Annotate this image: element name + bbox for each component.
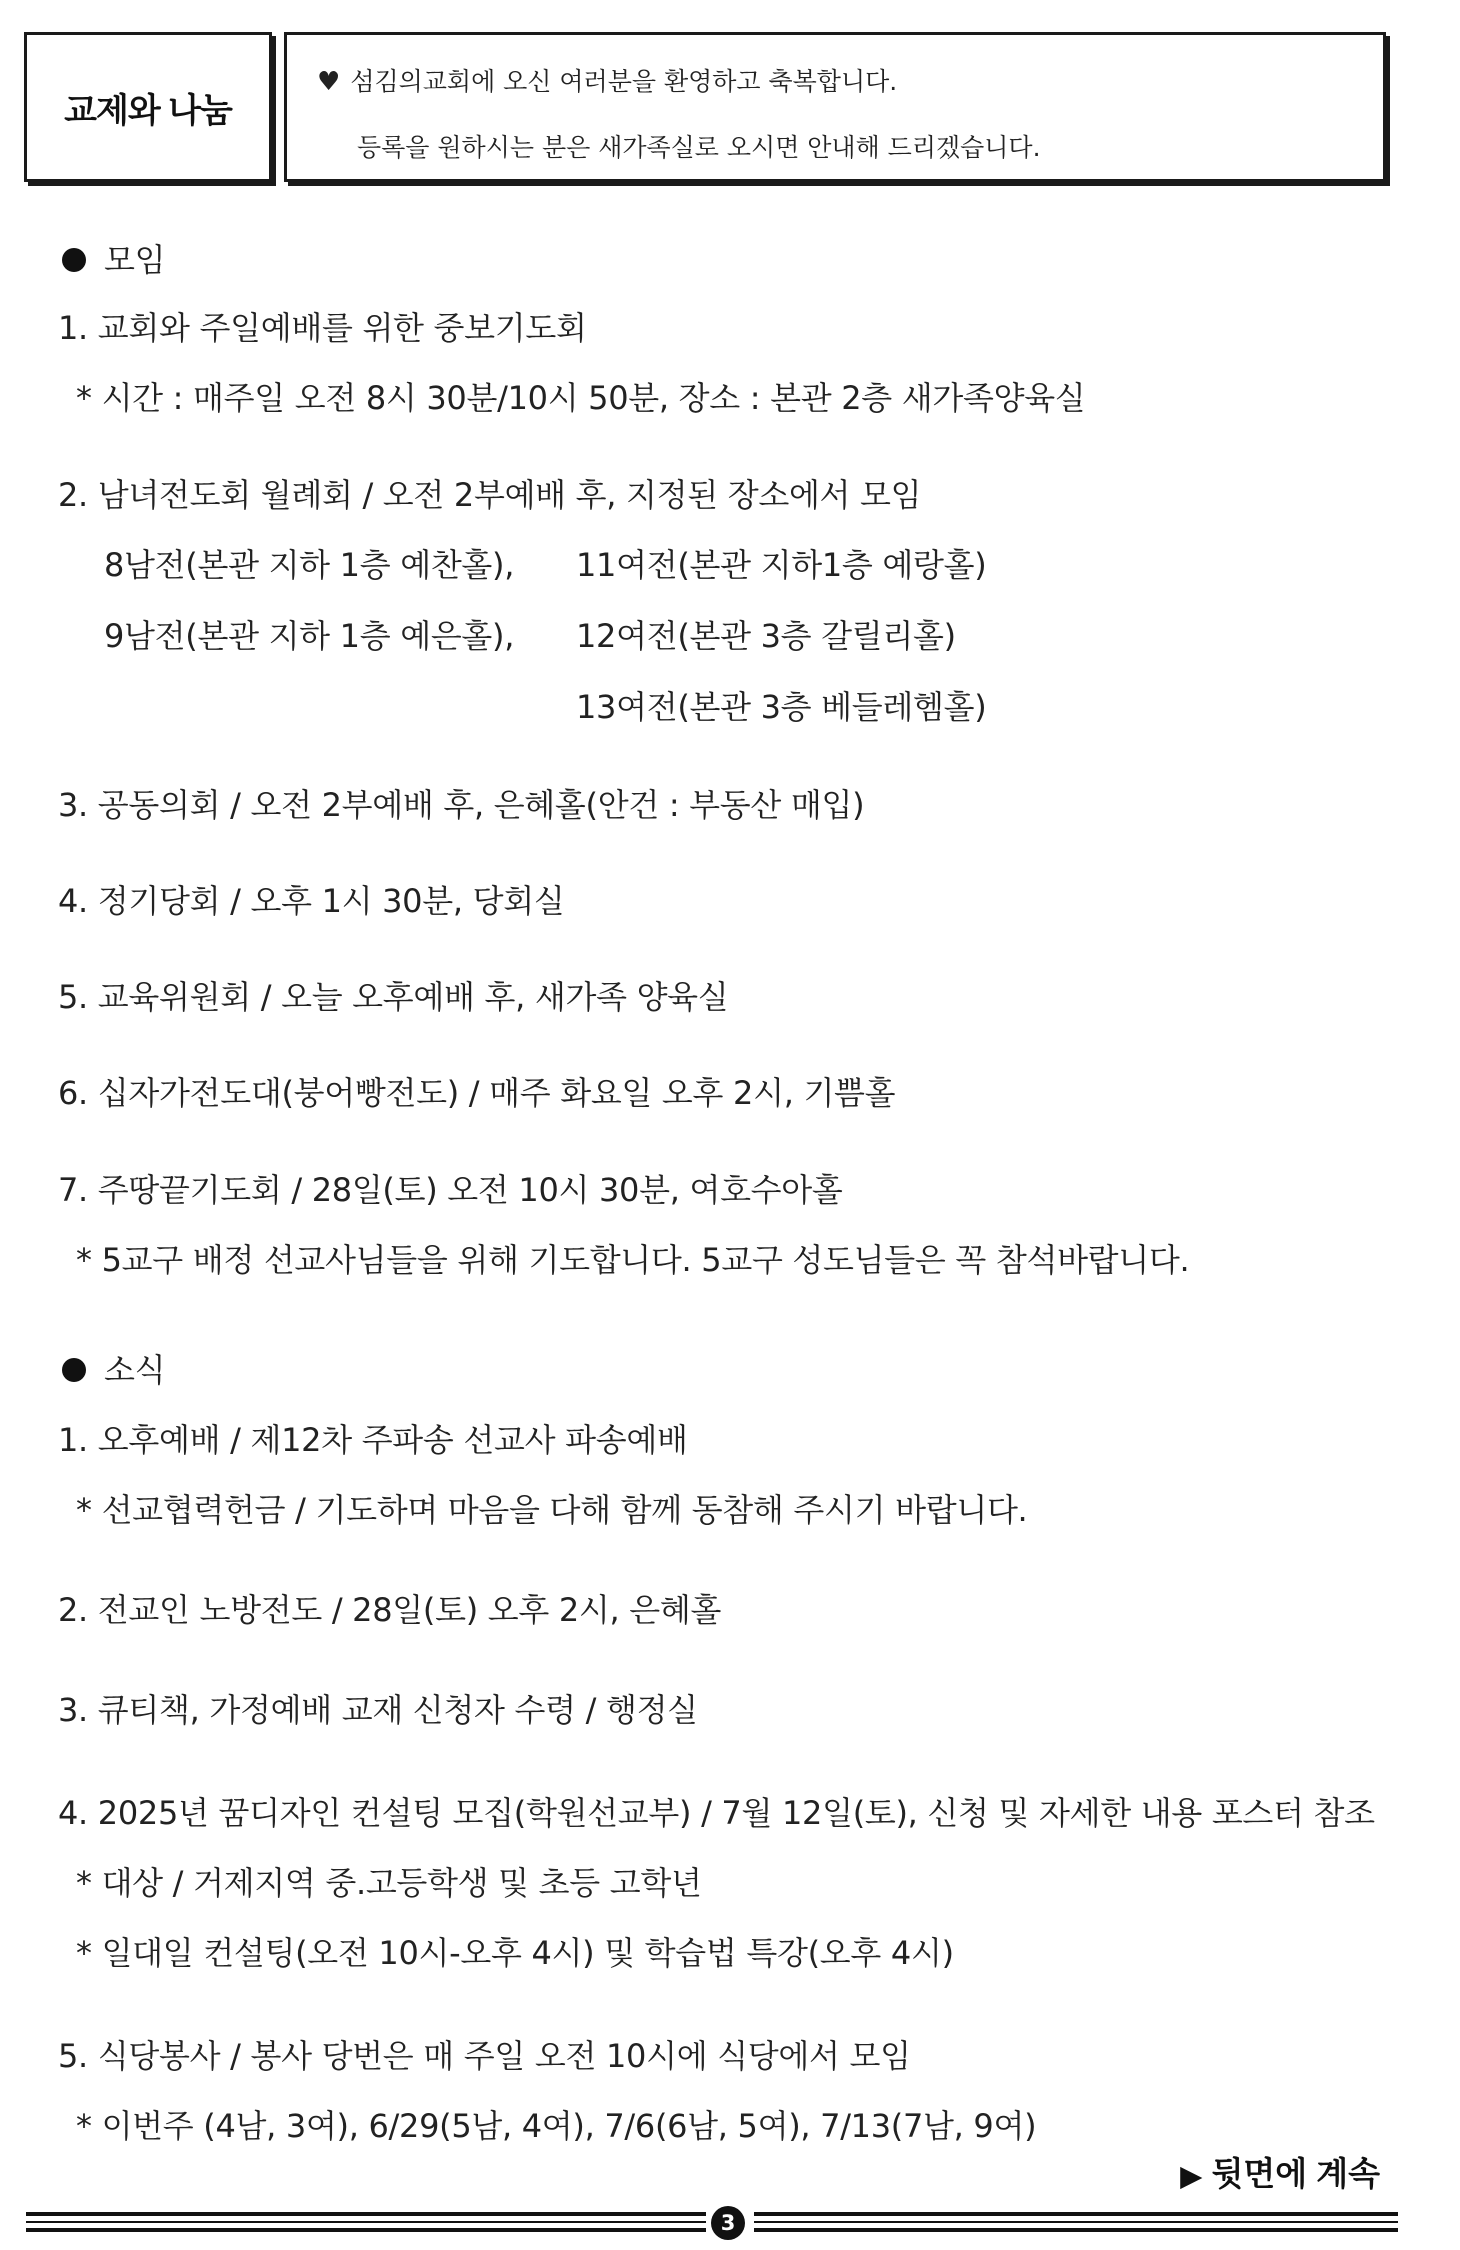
meeting-item-2-group-a: 8남전(본관 지하 1층 예찬홀),: [104, 546, 515, 584]
meeting-item-7-note: * 5교구 배정 선교사님들을 위해 기도합니다. 5교구 성도님들은 꼭 참석바랍니다.: [76, 1241, 1190, 1279]
play-triangle-icon: ▶: [1180, 2161, 1202, 2191]
news-item-2: 2. 전교인 노방전도 / 28일(토) 오후 2시, 은혜홀: [58, 1591, 722, 1629]
meeting-item-2-group-d: 12여전(본관 3층 갈릴리홀): [576, 617, 956, 655]
news-item-4-note-1: * 대상 / 거제지역 중.고등학생 및 초등 고학년: [76, 1864, 702, 1902]
meeting-item-2-group-e: 13여전(본관 3층 베들레헴홀): [576, 688, 987, 726]
meeting-item-7: 7. 주땅끝기도회 / 28일(토) 오전 10시 30분, 여호수아홀: [58, 1171, 843, 1209]
meeting-item-2-group-b: 11여전(본관 지하1층 예랑홀): [576, 546, 987, 584]
meeting-item-5: 5. 교육위원회 / 오늘 오후예배 후, 새가족 양육실: [58, 978, 729, 1016]
footer-rule-left: [26, 2212, 706, 2232]
news-item-3: 3. 큐티책, 가정예배 교재 신청자 수령 / 행정실: [58, 1691, 698, 1729]
news-item-5-note: * 이번주 (4남, 3여), 6/29(5남, 4여), 7/6(6남, 5여), 7/13(7남, 9여): [76, 2107, 1037, 2145]
news-heading: 소식: [62, 1350, 165, 1390]
news-item-1: 1. 오후예배 / 제12차 주파송 선교사 파송예배: [58, 1421, 688, 1459]
news-item-4: 4. 2025년 꿈디자인 컨설팅 모집(학원선교부) / 7월 12일(토), 신청 및 자세한 내용 포스터 참조: [58, 1794, 1375, 1832]
meetings-heading: 모임: [62, 240, 165, 280]
section-title: 교제와 나눔: [64, 91, 232, 130]
footer-rule-right: [754, 2212, 1398, 2232]
news-item-4-note-2: * 일대일 컨설팅(오전 10시-오후 4시) 및 학습법 특강(오후 4시): [76, 1934, 954, 1972]
continued-on-back-label: ▶ 뒷면에 계속: [1180, 2155, 1380, 2192]
meeting-item-1: 1. 교회와 주일예배를 위한 중보기도회: [58, 309, 587, 347]
heart-icon: ♥: [317, 67, 341, 97]
bullet-icon: [62, 248, 86, 272]
welcome-line-1: ♥ 섬김의교회에 오신 여러분을 환영하고 축복합니다.: [317, 67, 898, 97]
page-number: 3: [711, 2206, 745, 2240]
meeting-item-2-group-c: 9남전(본관 지하 1층 예은홀),: [104, 617, 515, 655]
meeting-item-1-note: * 시간 : 매주일 오전 8시 30분/10시 50분, 장소 : 본관 2층 새가족양육실: [76, 379, 1086, 417]
meeting-item-3: 3. 공동의회 / 오전 2부예배 후, 은혜홀(안건 : 부동산 매입): [58, 786, 865, 824]
welcome-line-2: 등록을 원하시는 분은 새가족실로 오시면 안내해 드리겠습니다.: [357, 133, 1041, 162]
meeting-item-2: 2. 남녀전도회 월례회 / 오전 2부예배 후, 지정된 장소에서 모임: [58, 476, 922, 514]
section-title-box: [24, 32, 272, 182]
news-item-5: 5. 식당봉사 / 봉사 당번은 매 주일 오전 10시에 식당에서 모임: [58, 2037, 911, 2075]
welcome-box: [284, 32, 1386, 182]
bullet-icon: [62, 1358, 86, 1382]
news-item-1-note: * 선교협력헌금 / 기도하며 마음을 다해 함께 동참해 주시기 바랍니다.: [76, 1491, 1028, 1529]
meeting-item-4: 4. 정기당회 / 오후 1시 30분, 당회실: [58, 882, 565, 920]
meeting-item-6: 6. 십자가전도대(붕어빵전도) / 매주 화요일 오후 2시, 기쁨홀: [58, 1074, 896, 1112]
